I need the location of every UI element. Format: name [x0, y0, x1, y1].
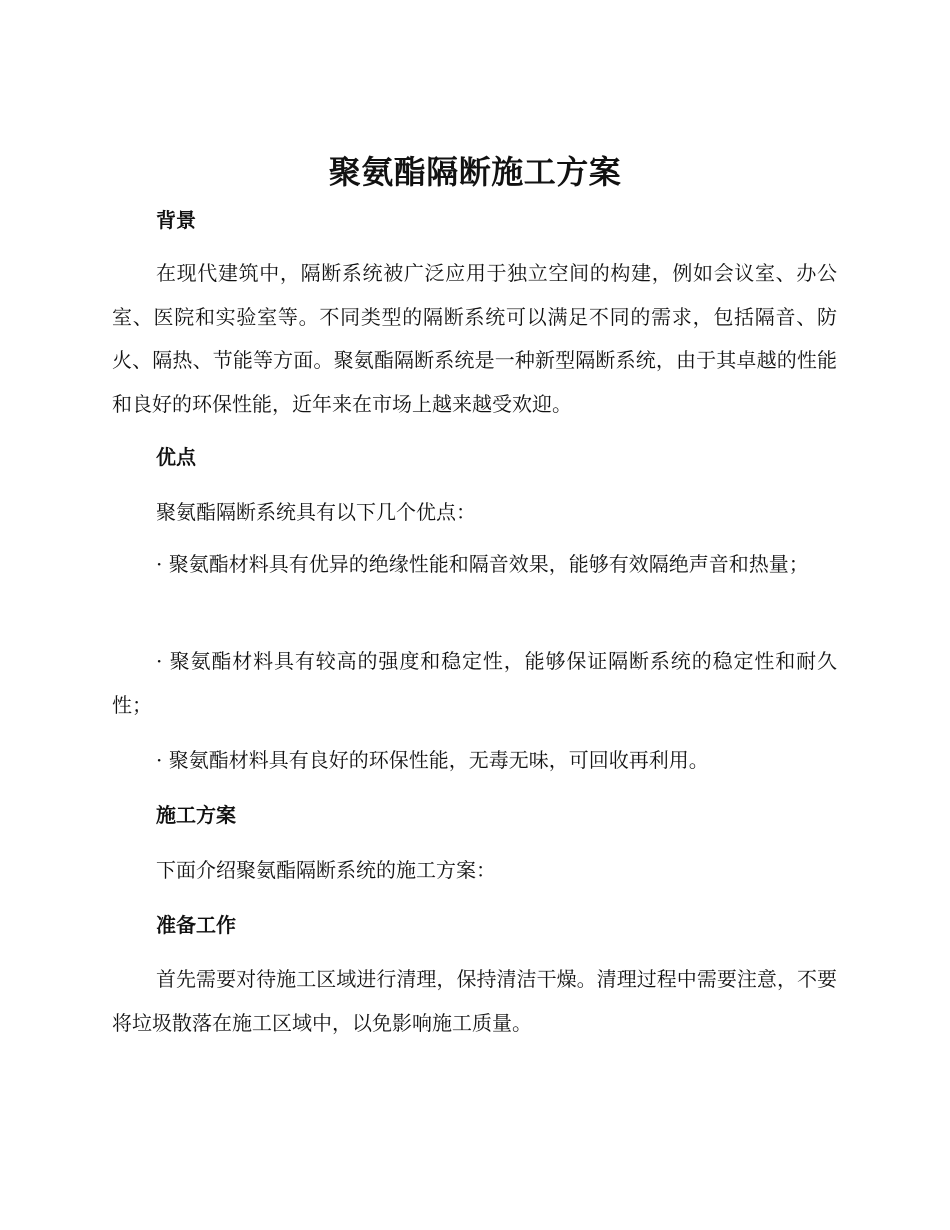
- advantages-intro: 聚氨酯隔断系统具有以下几个优点：: [156, 500, 476, 524]
- document-title: 聚氨酯隔断施工方案: [328, 153, 622, 191]
- section-heading-advantages: 优点: [156, 445, 196, 469]
- advantage-item-3: · 聚氨酯材料具有良好的环保性能，无毒无味，可回收再利用。: [156, 748, 709, 772]
- section-heading-background: 背景: [156, 208, 196, 232]
- preparation-paragraph: 首先需要对待施工区域进行清理，保持清洁干燥。清理过程中需要注意，不要将垃圾散落在施工区域中，以免影响施工质量。: [112, 967, 837, 1035]
- section-heading-construction-plan: 施工方案: [156, 803, 236, 827]
- construction-plan-intro: 下面介绍聚氨酯隔断系统的施工方案：: [156, 858, 496, 882]
- advantage-item-1: · 聚氨酯材料具有优异的绝缘性能和隔音效果，能够有效隔绝声音和热量；: [156, 552, 809, 576]
- background-paragraph: 在现代建筑中，隔断系统被广泛应用于独立空间的构建，例如会议室、办公室、医院和实验室等。不同类型的隔断系统可以满足不同的需求，包括隔音、防火、隔热、节能等方面。聚氨酯隔断系统是一种新型隔断系统，由于其卓越的性能和良好的环保性能，近年来在市场上越来越受欢迎。: [112, 261, 837, 416]
- section-heading-preparation: 准备工作: [156, 913, 236, 937]
- advantage-item-2: · 聚氨酯材料具有较高的强度和稳定性，能够保证隔断系统的稳定性和耐久性；: [112, 649, 837, 717]
